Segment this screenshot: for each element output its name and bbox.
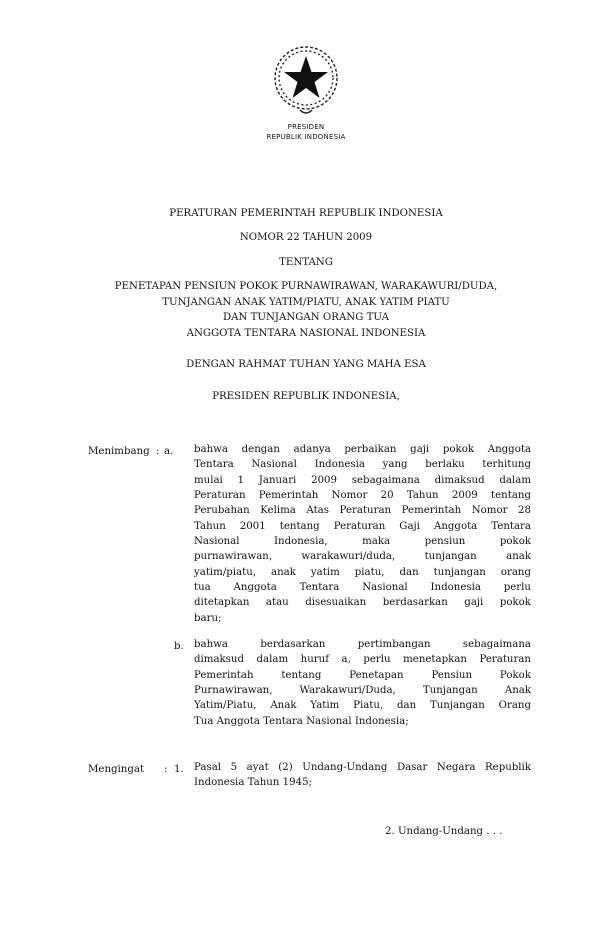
text-line: bahwa berdasarkan pertimbangan sebagaimana: [194, 639, 531, 650]
colon: :: [164, 764, 168, 775]
item-marker: b.: [174, 641, 184, 652]
menimbang-item-a: [194, 442, 531, 626]
regulation-number: NOMOR 22 TAHUN 2009: [239, 232, 373, 243]
text-line: Tentara Nasional Indonesia yang berlaku terhitung: [194, 459, 531, 471]
letterhead-line2: REPUBLIK INDONESIA: [266, 133, 346, 141]
text-line: Pemerintah tentang Penetapan Pensiun Pokok: [194, 669, 531, 681]
text-line: Perubahan Kelima Atas Peraturan Pemerintah Nomor 28: [194, 505, 531, 517]
president-heading: PRESIDEN REPUBLIK INDONESIA,: [212, 391, 400, 402]
item-marker: 1.: [174, 764, 184, 775]
text-line: purnawirawan, warakawuri/duda, tunjangan anak: [194, 551, 531, 563]
text-line: Pasal 5 ayat (2) Undang-Undang Dasar Negara Republik: [194, 762, 531, 773]
text-line: Yatim/Piatu, Anak Yatim Piatu, dan Tunjangan Orang: [194, 700, 531, 712]
text-line: baru;: [194, 612, 222, 624]
colon: :: [156, 446, 160, 457]
text-line: bahwa dengan adanya perbaikan gaji pokok Anggota: [194, 444, 531, 455]
page-continuation: 2. Undang-Undang . . .: [385, 826, 503, 837]
text-line: dimaksud dalam huruf a, perlu menetapkan Peraturan: [194, 654, 531, 666]
text-line: Tahun 2001 tentang Peraturan Gaji Anggota Tentara: [194, 520, 531, 532]
mengingat-item-1: [194, 760, 531, 791]
subject-line: PENETAPAN PENSIUN POKOK PURNAWIRAWAN, WARAKAWURI/DUDA,: [114, 281, 498, 292]
text-line: tua Anggota Tentara Nasional Indonesia perlu: [194, 582, 531, 594]
text-line: mulai 1 Januari 2009 sebagaimana dimaksud dalam: [194, 474, 531, 486]
item-marker: a.: [164, 446, 174, 457]
blessing: DENGAN RAHMAT TUHAN YANG MAHA ESA: [186, 359, 426, 370]
text-line: yatim/piatu, anak yatim piatu, dan tunjangan orang: [194, 566, 531, 578]
presidential-emblem-icon: [268, 42, 344, 118]
text-line: Purnawirawan, Warakawuri/Duda, Tunjangan Anak: [194, 685, 531, 697]
subject-line: DAN TUNJANGAN ORANG TUA: [222, 312, 390, 323]
subject-line: ANGGOTA TENTARA NASIONAL INDONESIA: [186, 328, 426, 339]
about-heading: TENTANG: [279, 257, 333, 268]
menimbang-label: Menimbang: [88, 446, 150, 457]
menimbang-item-b: [194, 637, 531, 729]
letterhead-line1: PRESIDEN: [287, 123, 325, 131]
text-line: Peraturan Pemerintah Nomor 20 Tahun 2009 tentang: [194, 490, 531, 502]
text-line: ditetapkan atau disesuaikan berdasarkan gaji pokok: [194, 597, 531, 609]
text-line: Tua Anggota Tentara Nasional Indonesia;: [194, 715, 409, 727]
mengingat-label: Mengingat: [88, 764, 145, 775]
subject-line: TUNJANGAN ANAK YATIM/PIATU, ANAK YATIM PIATU: [162, 297, 450, 308]
regulation-title: PERATURAN PEMERINTAH REPUBLIK INDONESIA: [169, 208, 443, 219]
text-line: Indonesia Tahun 1945;: [194, 777, 312, 789]
text-line: Nasional Indonesia, maka pensiun pokok: [194, 536, 531, 548]
